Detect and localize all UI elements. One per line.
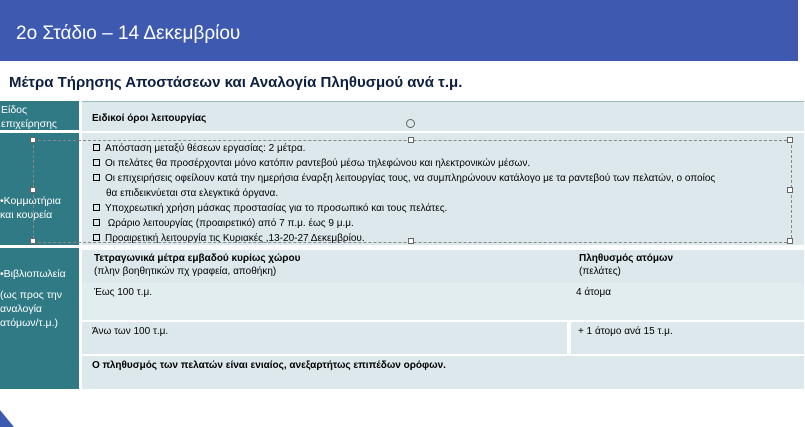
bookstore-label-line3: αναλογία: [0, 303, 42, 315]
bookstore-area-header-cell: [82, 250, 804, 283]
population-note: Ο πληθυσμός των πελατών είναι ενιαίος, ανεξαρτήτως επιπέδων ορόφων.: [92, 360, 446, 371]
corner-decoration: [0, 410, 14, 427]
bookstore-label-line4: ατόμων/τ.μ.): [0, 317, 59, 329]
list-item: Απόσταση μεταξύ θέσεων εργασίας: 2 μέτρα.: [93, 141, 715, 156]
list-item: Προαιρετική λειτουργία τις Κυριακές ,13-20-27 Δεκεμβρίου.: [93, 231, 715, 246]
conditions-header-text: Ειδικοί όροι λειτουργίας: [92, 113, 207, 124]
row2-area-value: Άνω των 100 τ.μ.: [92, 326, 169, 337]
slide-title: 2ο Στάδιο – 14 Δεκεμβρίου: [16, 23, 241, 44]
rotate-handle-icon[interactable]: [406, 119, 415, 128]
barber-label-line1: •Κομμωτήρια: [0, 195, 61, 207]
list-item: Οι επιχειρήσεις οφείλουν κατά την ημερήσια έναρξη λειτουργίας τους, να συμπληρώνουν κατάλογο με τα ραντεβού των πελατών, ο οποίος: [93, 171, 715, 186]
people-header-line1: Πληθυσμός ατόμων: [579, 253, 674, 264]
slide-subtitle: Μέτρα Τήρησης Αποστάσεων και Αναλογία Πληθυσμού ανά τ.μ.: [9, 74, 463, 91]
list-item: Ωράριο λειτουργίας (προαιρετικό) από 7 π.μ. έως 9 μ.μ.: [93, 216, 715, 231]
row1-area-cell: [82, 283, 804, 320]
resize-handle-n[interactable]: [408, 137, 414, 143]
bookstore-label-cell: [0, 248, 79, 389]
resize-handle-nw[interactable]: [30, 137, 36, 143]
barber-label-line2: και κουρεία: [0, 209, 53, 221]
list-item: Υποχρεωτική χρήση μάσκας προστασίας για το προσωπικό και τους πελάτες.: [93, 201, 715, 216]
resize-handle-ne[interactable]: [787, 137, 793, 143]
area-header-line2: (πλην βοηθητικών πχ γραφεία, αποθήκη): [94, 266, 277, 277]
resize-handle-s[interactable]: [408, 238, 414, 244]
bookstore-label-line2: (ως προς την: [0, 289, 62, 301]
area-header-line1: Τετραγωνικά μέτρα εμβαδού κυρίως χώρου: [94, 253, 301, 264]
row1-area-value: Έως 100 τ.μ.: [94, 287, 152, 298]
business-type-header-cell: [0, 101, 79, 130]
business-type-header-line2: επιχείρησης: [1, 118, 57, 130]
row1-people-value: 4 άτομα: [576, 287, 612, 298]
resize-handle-w[interactable]: [30, 187, 36, 193]
note-cell: [82, 356, 804, 389]
title-banner: [0, 0, 798, 61]
people-header-line2: (πελάτες): [579, 266, 621, 277]
resize-handle-e[interactable]: [787, 187, 793, 193]
list-item-continuation: θα επιδεικνύεται στα ελεγκτικά όργανα.: [106, 188, 279, 199]
selection-frame[interactable]: [33, 140, 792, 243]
business-type-header-line1: Είδος: [1, 104, 28, 116]
resize-handle-sw[interactable]: [30, 238, 36, 244]
row2-area-cell: [82, 322, 567, 354]
row2-people-value: + 1 άτομο ανά 15 τ.μ.: [578, 326, 673, 337]
resize-handle-se[interactable]: [787, 238, 793, 244]
list-item: Οι πελάτες θα προσέρχονται μόνο κατόπιν ραντεβού μέσω τηλεφώνου και ηλεκτρονικών μέσων.: [93, 156, 715, 171]
conditions-header-cell: [82, 101, 804, 131]
row2-people-cell: [571, 322, 804, 354]
bookstore-label-line1: •Βιβλιοπωλεία: [0, 268, 66, 280]
